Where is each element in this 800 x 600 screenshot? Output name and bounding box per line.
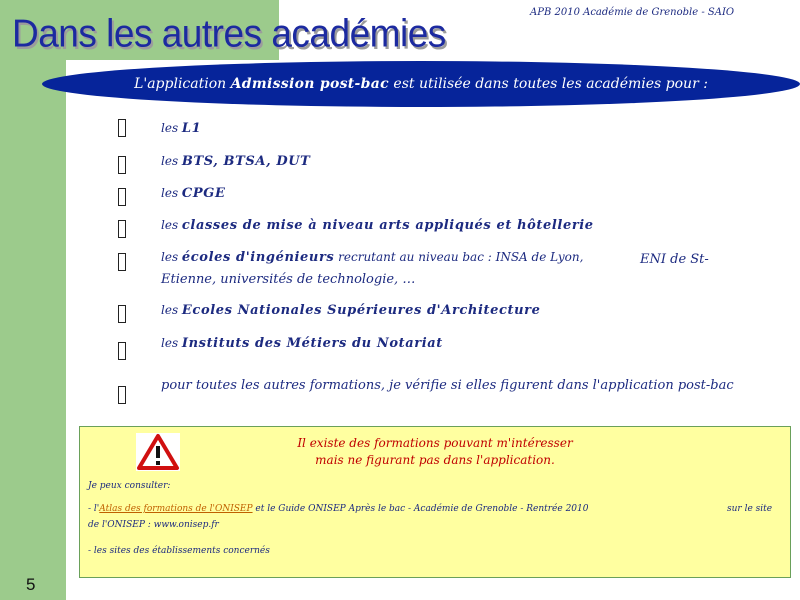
list-item — [161, 250, 583, 265]
item-rest: recrutant au niveau bac : INSA de Lyon, — [334, 250, 584, 264]
bullet-icon — [118, 342, 126, 360]
list-item — [161, 218, 594, 233]
banner-app-name: Admission post-bac — [230, 76, 389, 92]
item-lead: les — [161, 154, 182, 168]
consult-prefix: - l' — [88, 504, 100, 514]
list-item: pour toutes les autres formations, je vérifie si elles figurent dans l'application post-bac — [161, 378, 734, 393]
consult-line-2: de l'ONISEP : www.onisep.fr — [88, 520, 219, 530]
list-item — [161, 121, 201, 136]
item-bold: Ecoles Nationales Supérieures d'Architecture — [181, 303, 541, 318]
consult-line-1 — [88, 504, 588, 514]
item-bold: L1 — [181, 121, 202, 136]
warning-line-2: mais ne figurant pas dans l'application. — [315, 453, 555, 467]
bullet-icon — [118, 253, 126, 271]
consult-line-3: - les sites des établissements concernés — [88, 546, 270, 556]
warning-text — [230, 435, 640, 469]
item-bold: écoles d'ingénieurs — [181, 250, 335, 265]
consult-label: Je peux consulter: — [88, 481, 171, 491]
bullet-icon — [118, 119, 126, 137]
header-note: APB 2010 Académie de Grenoble - SAIO — [530, 7, 735, 18]
item-bold: classes de mise à niveau arts appliqués et hôtellerie — [181, 218, 594, 233]
consult-line-end: sur le site — [727, 504, 773, 514]
item-lead: les — [161, 250, 182, 264]
intro-banner — [42, 61, 800, 107]
atlas-link[interactable]: Atlas des formations de l'ONISEP — [99, 504, 253, 514]
page-title: Dans les autres académies — [12, 12, 446, 56]
item-rest-continued: ENI de St- — [640, 252, 709, 267]
bullet-icon — [118, 305, 126, 323]
list-item — [161, 336, 443, 351]
bullet-icon — [118, 188, 126, 206]
warning-icon — [136, 433, 180, 471]
warning-line-1: Il existe des formations pouvant m'intéresser — [297, 436, 573, 450]
guide-title: Guide ONISEP Après le bac - Académie de Grenoble - Rentrée 2010 — [278, 504, 589, 514]
bullet-icon — [118, 386, 126, 404]
item-bold: BTS, BTSA, DUT — [181, 154, 311, 169]
banner-prefix: L'application — [134, 76, 231, 92]
item-bold: Instituts des Métiers du Notariat — [181, 336, 443, 351]
notice-box — [79, 426, 791, 578]
item-lead: les — [161, 218, 182, 232]
list-item — [161, 154, 310, 169]
item-lead: les — [161, 336, 182, 350]
item-lead: les — [161, 186, 182, 200]
bullet-icon — [118, 156, 126, 174]
item-line2: Etienne, universités de technologie, … — [161, 272, 416, 287]
page-number: 5 — [26, 575, 36, 594]
banner-suffix: est utilisée dans toutes les académies pour : — [388, 76, 708, 92]
banner-text — [42, 76, 800, 92]
consult-mid: et le — [252, 504, 279, 514]
list-item — [161, 186, 225, 201]
item-bold: CPGE — [181, 186, 226, 201]
bullet-icon — [118, 220, 126, 238]
item-lead: les — [161, 121, 182, 135]
item-lead: les — [161, 303, 182, 317]
list-item — [161, 303, 540, 318]
